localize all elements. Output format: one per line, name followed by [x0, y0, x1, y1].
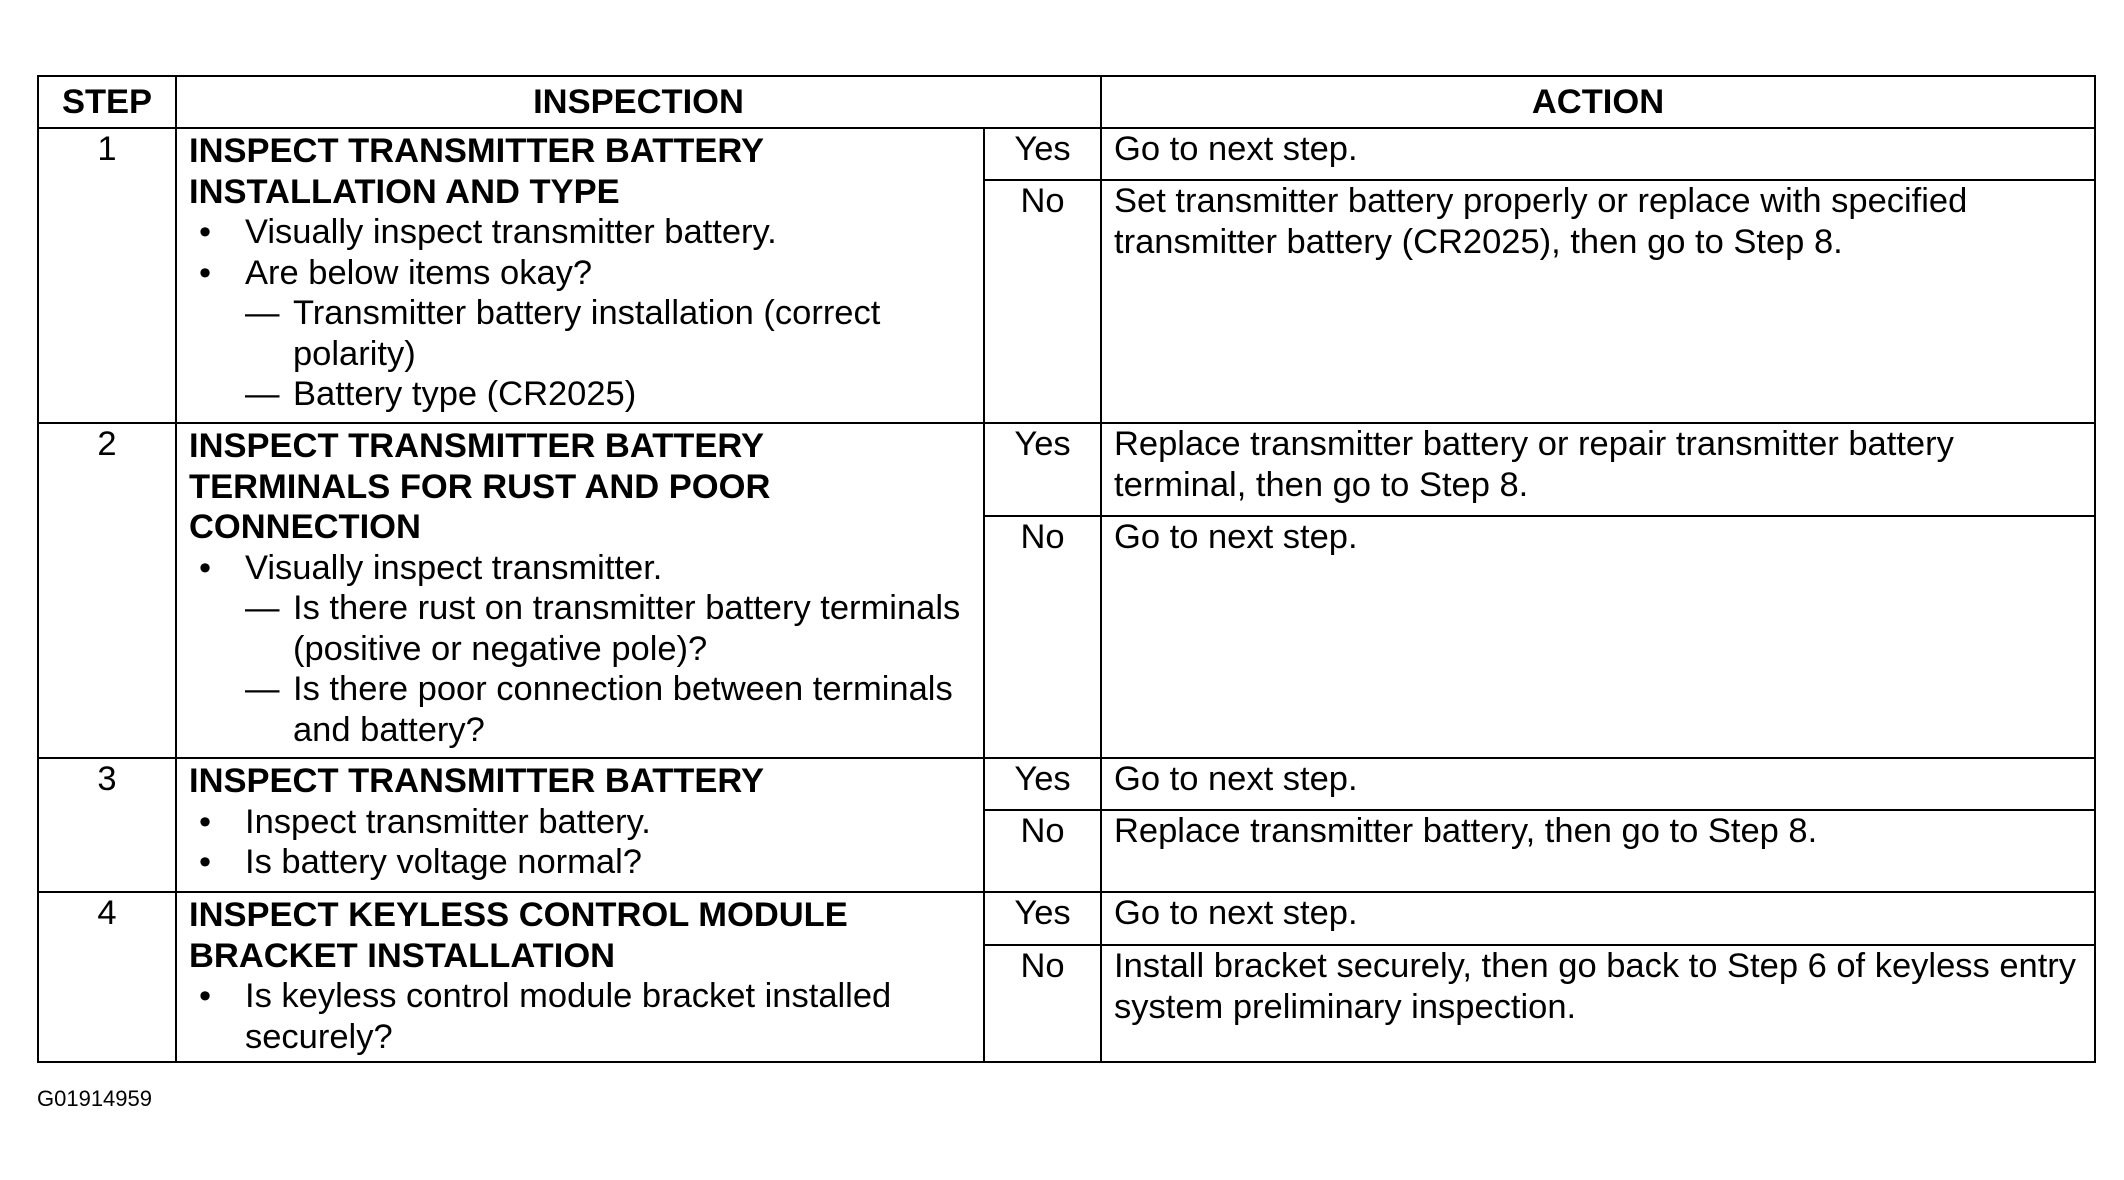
inspection-cell: [176, 128, 984, 423]
no-label: No: [984, 180, 1101, 423]
bullet-item: • Is battery voltage normal?: [189, 842, 977, 883]
header-row: [38, 76, 2095, 128]
yes-label: Yes: [984, 892, 1101, 945]
no-action: Replace transmitter battery, then go to Step 8.: [1101, 810, 2095, 892]
yes-label: Yes: [984, 758, 1101, 810]
header-step: STEP: [38, 76, 176, 128]
no-label: No: [984, 945, 1101, 1062]
dash-item: — Is there poor connection between terminals and battery?: [189, 669, 977, 750]
inspection-cell: [176, 758, 984, 892]
step-number: 4: [38, 892, 176, 1062]
header-action: ACTION: [1101, 76, 2095, 128]
dash-item: — Is there rust on transmitter battery terminals (positive or negative pole)?: [189, 588, 977, 669]
step-3-yes-row: [38, 758, 2095, 810]
step-number: 2: [38, 423, 176, 758]
yes-action: Go to next step.: [1101, 128, 2095, 180]
inspection-title: INSPECT TRANSMITTER BATTERY TERMINALS FOR RUST AND POOR CONNECTION: [189, 427, 771, 546]
inspection-title: INSPECT TRANSMITTER BATTERY INSTALLATION AND TYPE: [189, 132, 764, 211]
header-inspection: INSPECTION: [176, 76, 1101, 128]
step-number: 1: [38, 128, 176, 423]
diagnostic-table: [37, 75, 2096, 1063]
yes-label: Yes: [984, 128, 1101, 180]
inspection-title: INSPECT TRANSMITTER BATTERY: [189, 762, 764, 800]
bullet-item: • Inspect transmitter battery.: [189, 802, 977, 843]
bullet-item: • Visually inspect transmitter battery.: [189, 212, 977, 253]
bullet-item: • Visually inspect transmitter. — Is there rust on transmitter battery terminals (positive or negative pole)? — Is there poor connection between terminals and battery?: [189, 548, 977, 751]
no-action: Go to next step.: [1101, 516, 2095, 758]
yes-action: Go to next step.: [1101, 892, 2095, 945]
step-4-yes-row: [38, 892, 2095, 945]
inspection-cell: [176, 423, 984, 758]
dash-item: — Battery type (CR2025): [189, 374, 977, 415]
inspection-cell: [176, 892, 984, 1062]
step-2-yes-row: [38, 423, 2095, 516]
no-action: Set transmitter battery properly or replace with specified transmitter battery (CR2025), then go to Step 8.: [1101, 180, 2095, 423]
bullet-item: • Are below items okay? — Transmitter battery installation (correct polarity) — Battery type (CR2025): [189, 253, 977, 415]
step-1-yes-row: [38, 128, 2095, 180]
step-number: 3: [38, 758, 176, 892]
bullet-item: • Is keyless control module bracket installed securely?: [189, 976, 977, 1057]
no-label: No: [984, 516, 1101, 758]
inspection-title: INSPECT KEYLESS CONTROL MODULE BRACKET INSTALLATION: [189, 896, 848, 975]
yes-action: Replace transmitter battery or repair transmitter battery terminal, then go to Step 8.: [1101, 423, 2095, 516]
no-action: Install bracket securely, then go back to Step 6 of keyless entry system preliminary inspection.: [1101, 945, 2095, 1062]
yes-label: Yes: [984, 423, 1101, 516]
reference-code: G01914959: [37, 1086, 152, 1111]
yes-action: Go to next step.: [1101, 758, 2095, 810]
no-label: No: [984, 810, 1101, 892]
dash-item: — Transmitter battery installation (correct polarity): [189, 293, 977, 374]
